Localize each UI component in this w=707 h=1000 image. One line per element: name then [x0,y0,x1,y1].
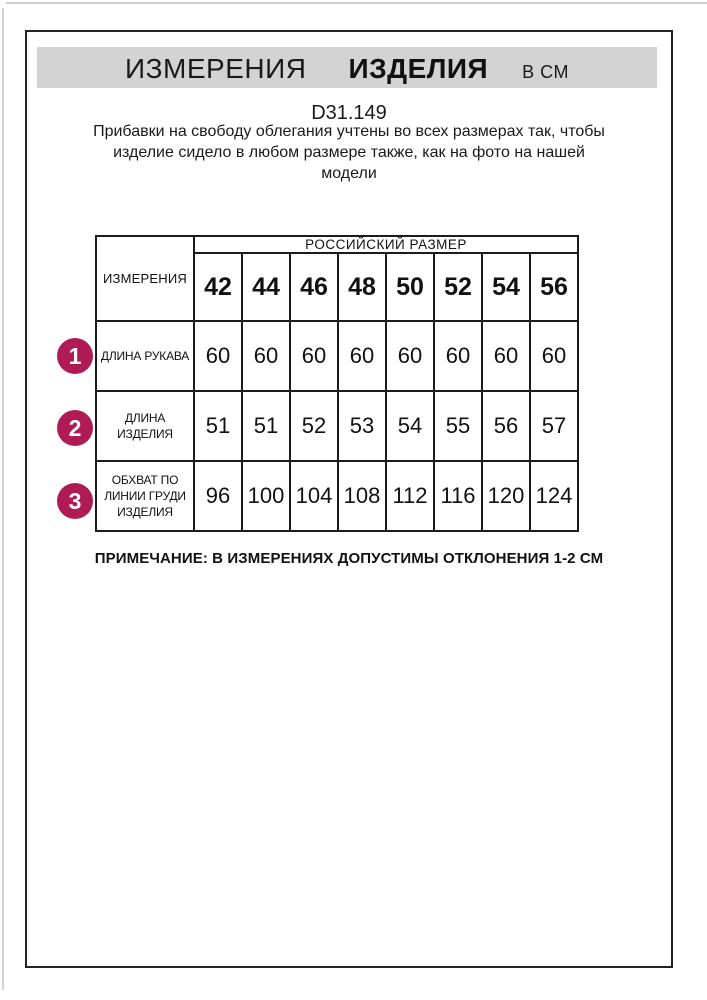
table-row-item-length [96,391,578,461]
value-cell: 55 [434,391,482,461]
row-label-chest-girth: ОБХВАТ ПО ЛИНИИ ГРУДИ ИЗДЕЛИЯ [96,461,194,531]
measurements-table [95,235,579,532]
value-cell: 60 [434,321,482,391]
size-header-56: 56 [530,253,578,321]
page-edge-line-left [2,8,4,990]
value-cell: 60 [194,321,242,391]
value-cell: 60 [290,321,338,391]
page-edge-line-top [6,2,707,4]
value-cell: 104 [290,461,338,531]
row-label-sleeve-length: ДЛИНА РУКАВА [96,321,194,391]
value-cell: 96 [194,461,242,531]
table-row-sleeve-length [96,321,578,391]
row-marker-1-badge: 1 [57,338,93,374]
value-cell: 120 [482,461,530,531]
value-cell: 60 [530,321,578,391]
page-border-frame [25,30,673,968]
title-unit-label: В СМ [522,62,569,82]
value-cell: 112 [386,461,434,531]
fit-description-line-2: изделие сидело в любом размере также, как на фото на нашей [113,144,585,161]
value-cell: 51 [194,391,242,461]
size-header-48: 48 [338,253,386,321]
value-cell: 100 [242,461,290,531]
product-code: D31.149 [311,102,387,124]
size-header-54: 54 [482,253,530,321]
value-cell: 53 [338,391,386,461]
title-word-measurements: ИЗМЕРЕНИЯ [125,53,307,84]
size-header-46: 46 [290,253,338,321]
value-cell: 57 [530,391,578,461]
table-row-chest-girth [96,461,578,531]
value-cell: 60 [386,321,434,391]
value-cell: 124 [530,461,578,531]
size-header-42: 42 [194,253,242,321]
group-header-row [96,236,578,253]
size-header-52: 52 [434,253,482,321]
fit-description-line-1: Прибавки на свободу облегания учтены во всех размерах так, чтобы [93,123,605,140]
size-header-50: 50 [386,253,434,321]
russian-size-header-cell: РОССИЙСКИЙ РАЗМЕР [194,236,578,253]
row-marker-2-badge: 2 [57,410,93,446]
value-cell: 56 [482,391,530,461]
tolerance-note: ПРИМЕЧАНИЕ: В ИЗМЕРЕНИЯХ ДОПУСТИМЫ ОТКЛОНЕНИЯ 1-2 СМ [94,550,604,567]
row-label-item-length: ДЛИНА ИЗДЕЛИЯ [96,391,194,461]
fit-description-line-3: модели [321,165,377,182]
value-cell: 60 [482,321,530,391]
value-cell: 60 [242,321,290,391]
value-cell: 51 [242,391,290,461]
fit-description [27,121,671,184]
value-cell: 54 [386,391,434,461]
corner-header-cell: ИЗМЕРЕНИЯ [96,236,194,321]
value-cell: 116 [434,461,482,531]
title-word-product: ИЗДЕЛИЯ [348,53,489,84]
page-title-banner [37,47,657,88]
value-cell: 60 [338,321,386,391]
page-title [125,53,569,85]
measurements-table-container [68,235,579,532]
value-cell: 108 [338,461,386,531]
row-marker-3-badge: 3 [57,483,93,519]
value-cell: 52 [290,391,338,461]
size-header-44: 44 [242,253,290,321]
